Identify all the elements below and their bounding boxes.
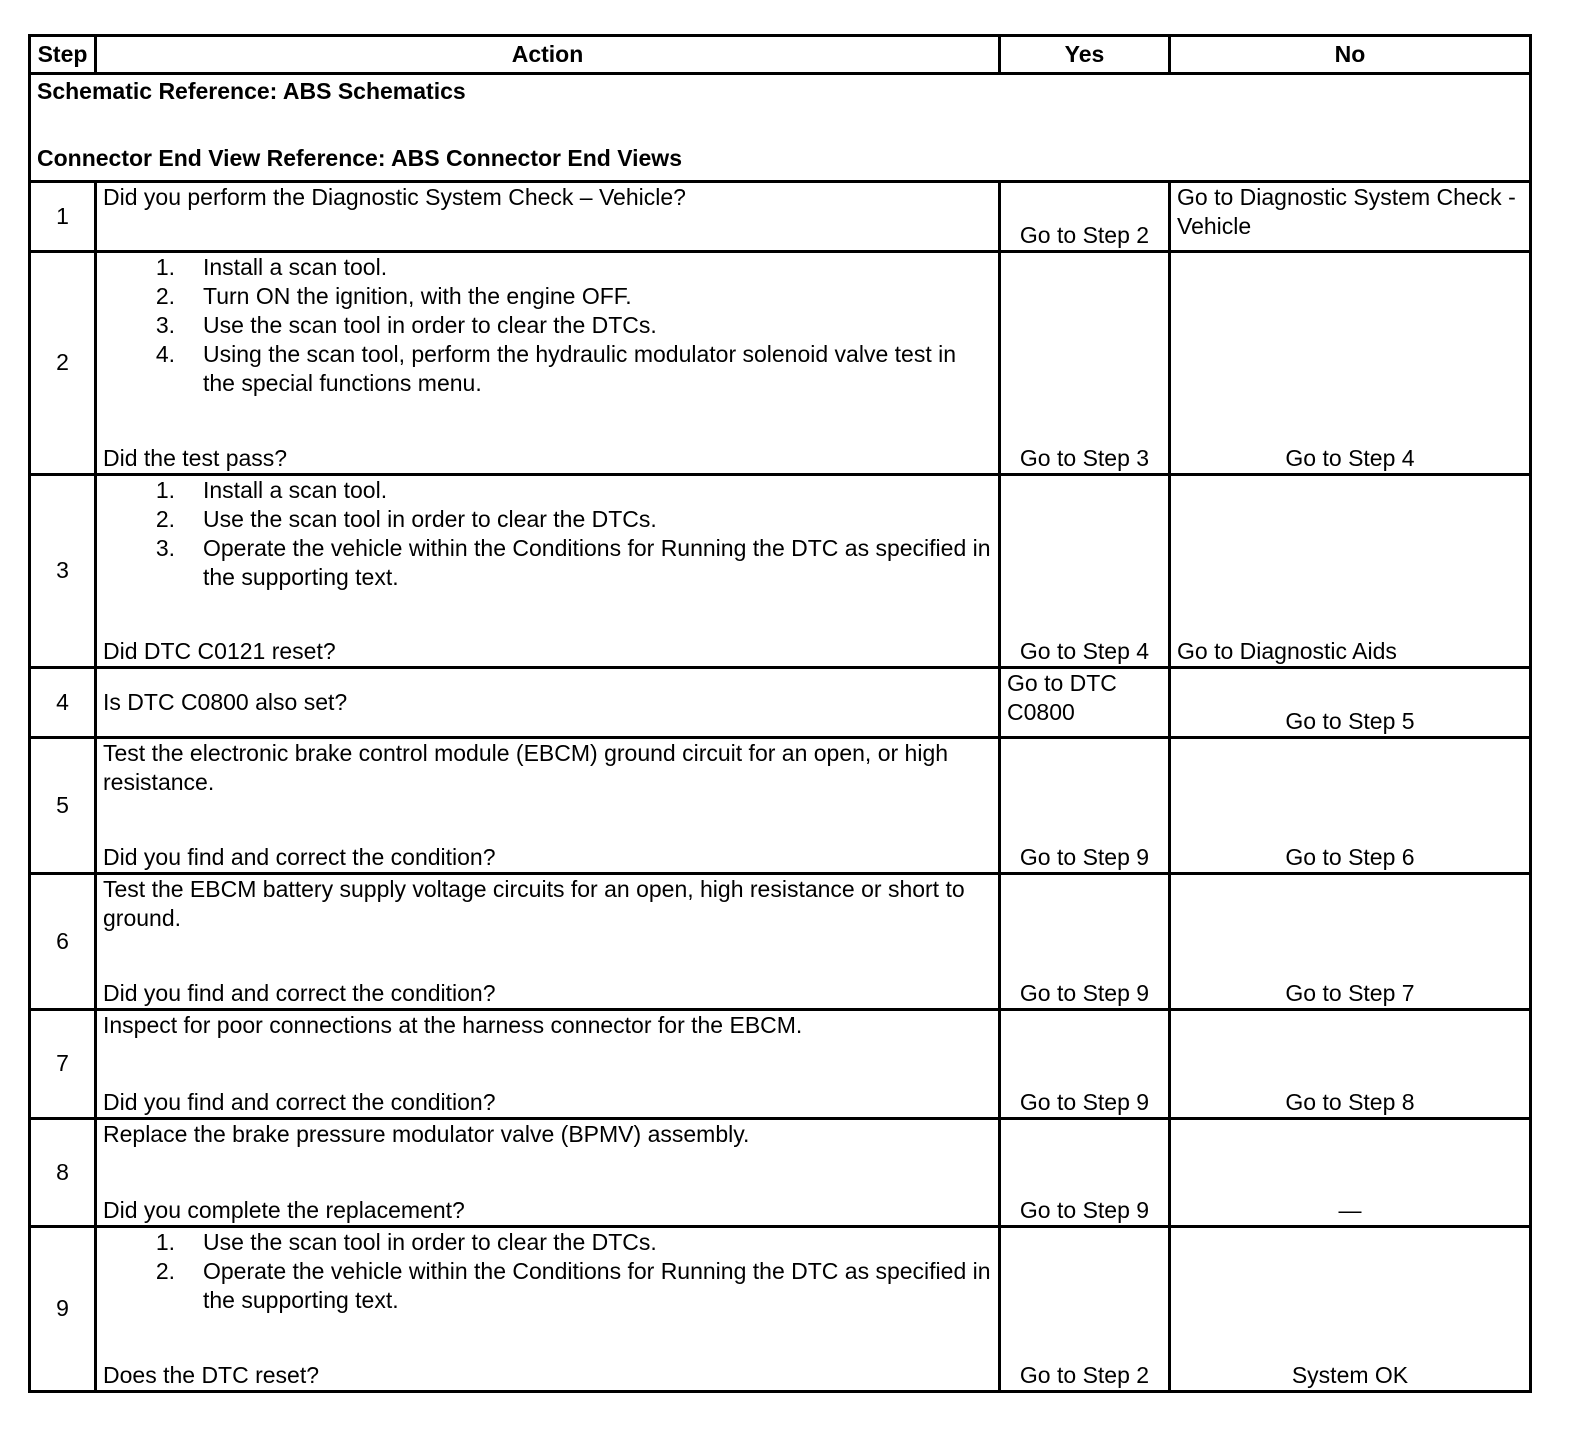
header-step: Step: [30, 36, 96, 74]
list-item: 3. Operate the vehicle within the Conditions for Running the DTC as specified in the supporting text.: [155, 534, 991, 590]
step-number: 5: [30, 737, 96, 873]
list-item: 2. Turn ON the ignition, with the engine OFF.: [155, 283, 632, 310]
action-question: Does the DTC reset?: [103, 1362, 320, 1388]
action-question: Did DTC C0121 reset?: [103, 637, 336, 664]
action-intro: Test the EBCM battery supply voltage circuits for an open, high resistance or short to ground.: [103, 876, 965, 932]
no-cell: Go to Step 8: [1170, 1010, 1531, 1118]
no-cell: Go to Step 4: [1170, 252, 1531, 474]
action-question: Did you complete the replacement?: [103, 1196, 465, 1223]
no-cell: Go to Diagnostic System Check - Vehicle: [1170, 182, 1531, 252]
action-cell: [96, 252, 1000, 474]
action-intro: Test the electronic brake control module (EBCM) ground circuit for an open, or high resistance.: [103, 739, 949, 795]
action-steps: [103, 476, 992, 592]
no-cell: Go to Step 6: [1170, 737, 1531, 873]
table-row: [30, 474, 1531, 667]
step-number: 8: [30, 1118, 96, 1226]
list-item: 2. Operate the vehicle within the Conditions for Running the DTC as specified in the supporting text.: [155, 1257, 991, 1313]
action-intro: Is DTC C0800 also set?: [103, 688, 348, 715]
yes-cell: Go to Step 9: [1000, 874, 1170, 1010]
connector-reference: Connector End View Reference: ABS Connector End Views: [37, 145, 682, 171]
table-row: [30, 1226, 1531, 1391]
no-cell: Go to Step 5: [1170, 667, 1531, 737]
table-row: [30, 667, 1531, 737]
action-steps: [103, 1228, 992, 1315]
diagnostic-table: [28, 34, 1532, 1393]
action-intro: Inspect for poor connections at the harness connector for the EBCM.: [103, 1012, 803, 1039]
action-steps: [103, 253, 992, 398]
no-cell: Go to Step 7: [1170, 874, 1531, 1010]
schematic-reference: Schematic Reference: ABS Schematics: [37, 78, 466, 104]
step-number: 6: [30, 874, 96, 1010]
action-cell: [96, 737, 1000, 873]
yes-cell: Go to Step 4: [1000, 474, 1170, 667]
action-question: Did the test pass?: [103, 444, 288, 471]
header-yes: Yes: [1000, 36, 1170, 74]
action-cell: [96, 1226, 1000, 1391]
step-number: 2: [30, 252, 96, 474]
table-row: [30, 1010, 1531, 1118]
action-intro: Replace the brake pressure modulator valve (BPMV) assembly.: [103, 1120, 750, 1147]
step-number: 3: [30, 474, 96, 667]
action-cell: [96, 182, 1000, 252]
step-number: 7: [30, 1010, 96, 1118]
reference-row: [30, 74, 1531, 182]
action-cell: [96, 1118, 1000, 1226]
step-number: 9: [30, 1226, 96, 1391]
action-question: Did you find and correct the condition?: [103, 1088, 496, 1115]
action-intro: Did you perform the Diagnostic System Check – Vehicle?: [103, 184, 686, 211]
action-cell: [96, 874, 1000, 1010]
yes-cell: Go to Step 9: [1000, 1118, 1170, 1226]
list-item: 1. Install a scan tool.: [155, 476, 388, 503]
action-cell: [96, 1010, 1000, 1118]
yes-cell: Go to Step 9: [1000, 737, 1170, 873]
yes-cell: Go to DTC C0800: [1000, 667, 1170, 737]
list-item: 4. Using the scan tool, perform the hydraulic modulator solenoid valve test in the special functions menu.: [155, 341, 957, 397]
yes-cell: Go to Step 3: [1000, 252, 1170, 474]
step-number: 1: [30, 182, 96, 252]
table-row: [30, 874, 1531, 1010]
list-item: 1. Install a scan tool.: [155, 254, 388, 281]
action-question: Did you find and correct the condition?: [103, 980, 496, 1007]
step-number: 4: [30, 667, 96, 737]
list-item: 1. Use the scan tool in order to clear the DTCs.: [155, 1228, 657, 1255]
reference-cell: [30, 74, 1531, 182]
header-action: Action: [96, 36, 1000, 74]
table-row: [30, 252, 1531, 474]
yes-cell: Go to Step 2: [1000, 182, 1170, 252]
header-row: [30, 36, 1531, 74]
no-cell: System OK: [1170, 1226, 1531, 1391]
header-no: No: [1170, 36, 1531, 74]
table-row: [30, 1118, 1531, 1226]
table-row: [30, 182, 1531, 252]
yes-cell: Go to Step 9: [1000, 1010, 1170, 1118]
yes-cell: Go to Step 2: [1000, 1226, 1170, 1391]
no-cell: Go to Diagnostic Aids: [1170, 474, 1531, 667]
action-cell: [96, 474, 1000, 667]
list-item: 3. Use the scan tool in order to clear the DTCs.: [155, 312, 657, 339]
table-row: [30, 737, 1531, 873]
action-question: Did you find and correct the condition?: [103, 844, 496, 871]
no-cell: —: [1170, 1118, 1531, 1226]
list-item: 2. Use the scan tool in order to clear the DTCs.: [155, 505, 657, 532]
action-cell: [96, 667, 1000, 737]
